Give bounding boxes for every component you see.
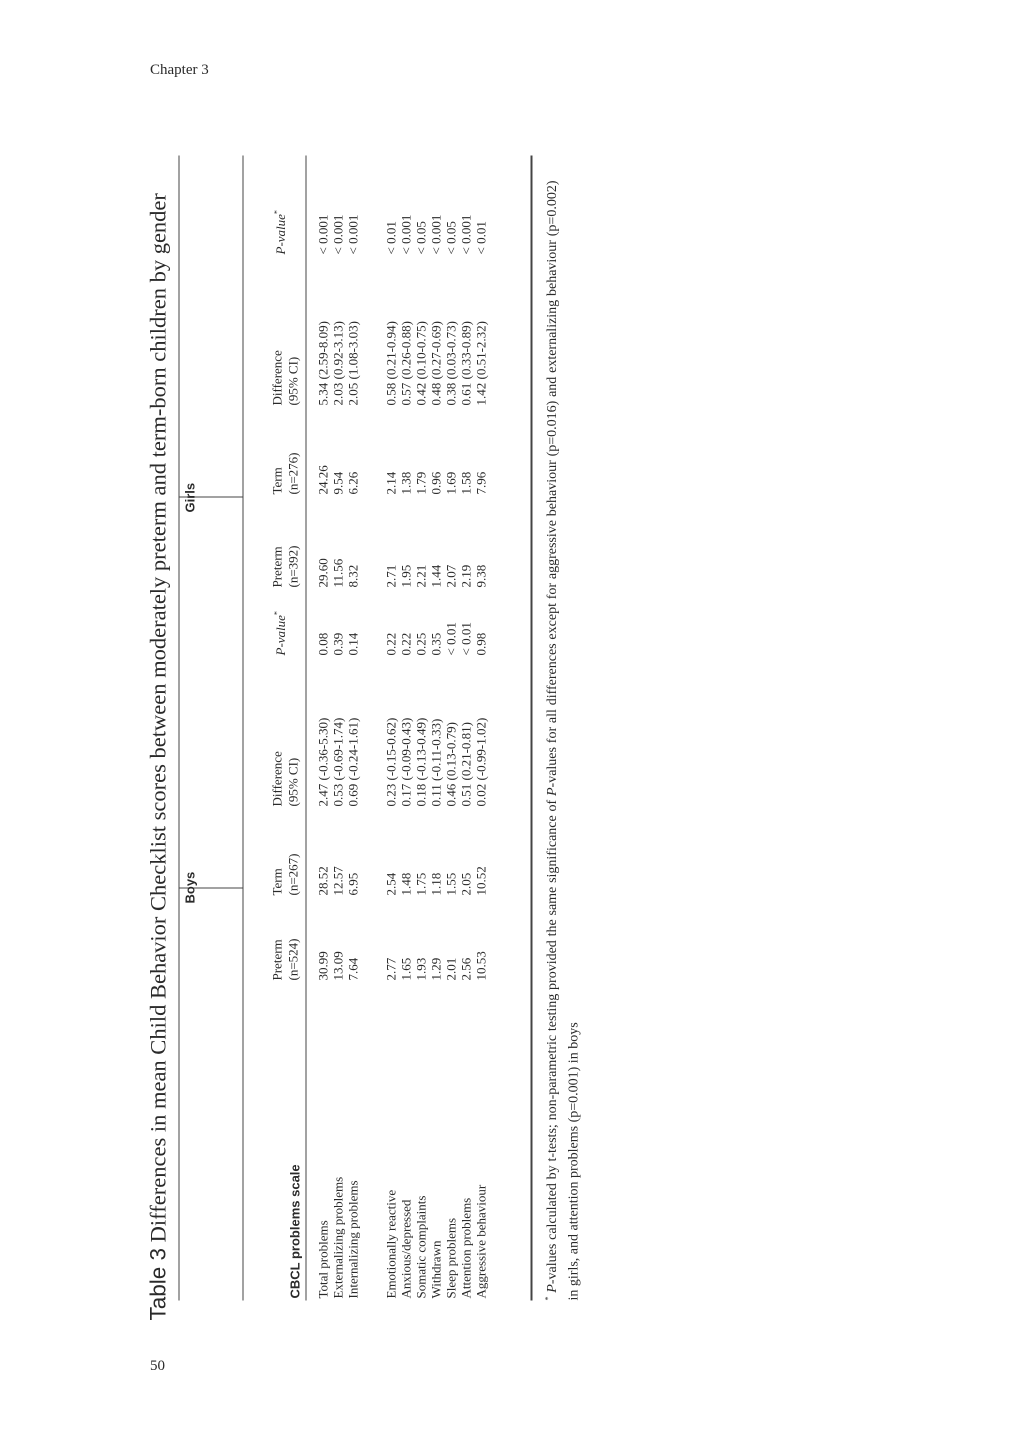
scale-cell: Sleep problems	[443, 1217, 458, 1299]
value-cell: 1.93	[413, 957, 428, 981]
value-cell: 0.35	[428, 632, 443, 656]
scale-cell: Externalizing problems	[330, 1176, 345, 1299]
bottom-rule	[530, 156, 532, 1301]
boys-group-header: Boys	[182, 871, 197, 904]
value-cell: 1.95	[398, 564, 413, 588]
value-cell: 2.05	[458, 872, 473, 896]
boys-preterm-header	[269, 939, 301, 981]
value-cell: 0.25	[413, 632, 428, 656]
value-cell: 13.09	[330, 951, 345, 981]
value-cell: 2.19	[458, 564, 473, 588]
footnote-text-part-1: -values calculated by t-tests; non-parametric testing provided the same significance of	[544, 796, 560, 1285]
value-cell: 30.99	[315, 951, 330, 981]
value-cell: 7.96	[473, 471, 488, 495]
value-cell: 0.51 (0.21-0.81)	[458, 722, 473, 807]
scale-cell: Somatic complaints	[413, 1195, 428, 1299]
girls-pvalue-header	[269, 210, 288, 254]
value-cell: 1.44	[428, 564, 443, 588]
scale-column-header: CBCL problems scale	[287, 1164, 302, 1299]
scale-cell: Internalizing problems	[345, 1180, 360, 1299]
table-caption	[145, 156, 171, 1321]
value-cell: < 0.05	[413, 221, 428, 255]
table-row	[428, 156, 443, 1321]
footnote-p-symbol: P	[544, 787, 560, 797]
value-cell: 0.96	[428, 471, 443, 495]
scale-cell: Total problems	[315, 1220, 330, 1299]
girls-pvalue-label: P-value	[272, 214, 288, 255]
table-footnote	[537, 181, 584, 1301]
girls-term-label: Term	[269, 467, 284, 495]
value-cell: 9.38	[473, 564, 488, 588]
value-cell: 0.98	[473, 632, 488, 656]
girls-term-header	[269, 453, 301, 495]
value-cell: 0.42 (0.10-0.75)	[413, 321, 428, 406]
girls-group-header: Girls	[182, 482, 197, 513]
value-cell: 0.46 (0.13-0.79)	[443, 722, 458, 807]
scale-cell: Anxious/depressed	[398, 1199, 413, 1299]
value-cell: 28.52	[315, 866, 330, 896]
value-cell: 0.02 (-0.99-1.02)	[473, 717, 488, 807]
value-cell: 2.71	[383, 564, 398, 588]
value-cell: 0.53 (-0.69-1.74)	[330, 717, 345, 807]
value-cell: 0.14	[345, 632, 360, 656]
scale-cell: Attention problems	[458, 1197, 473, 1299]
top-rule	[178, 156, 179, 1301]
scale-cell: Withdrawn	[428, 1240, 443, 1299]
value-cell: 2.14	[383, 471, 398, 495]
value-cell: 0.38 (0.03-0.73)	[443, 321, 458, 406]
boys-ci-label: (95% CI)	[285, 757, 300, 807]
group-rule	[242, 156, 243, 1301]
boys-difference-label: Difference	[269, 751, 284, 807]
value-cell: 2.54	[383, 872, 398, 896]
value-cell: < 0.01	[383, 221, 398, 255]
value-cell: 12.57	[330, 866, 345, 896]
value-cell: 9.54	[330, 471, 345, 495]
girls-difference-label: Difference	[269, 350, 284, 406]
girls-term-n: (n=276)	[285, 452, 300, 495]
table-row	[413, 156, 428, 1321]
girls-pvalue-mark: *	[272, 210, 281, 215]
value-cell: 24.26	[315, 465, 330, 495]
value-cell: 1.69	[443, 471, 458, 495]
value-cell: 0.57 (0.26-0.88)	[398, 321, 413, 406]
value-cell: < 0.01	[458, 622, 473, 656]
value-cell: 0.22	[383, 632, 398, 656]
boys-difference-header	[269, 751, 301, 806]
table-row	[473, 156, 488, 1321]
value-cell: 0.08	[315, 632, 330, 656]
girls-ci-label: (95% CI)	[285, 356, 300, 406]
value-cell: 0.23 (-0.15-0.62)	[383, 717, 398, 807]
footnote-p-symbol: P	[544, 1284, 560, 1293]
value-cell: 0.58 (0.21-0.94)	[383, 321, 398, 406]
value-cell: 0.22	[398, 632, 413, 656]
value-cell: 29.60	[315, 558, 330, 588]
value-cell: 1.79	[413, 471, 428, 495]
table-row	[383, 156, 398, 1321]
table-caption-label: Table 3	[145, 1247, 170, 1321]
table-row	[330, 156, 345, 1321]
running-head: Chapter 3	[150, 62, 209, 78]
girls-preterm-header	[269, 546, 301, 588]
table-row	[443, 156, 458, 1321]
value-cell: < 0.001	[330, 214, 345, 255]
value-cell: 2.77	[383, 957, 398, 981]
table-row	[315, 156, 330, 1321]
boys-preterm-label: Preterm	[269, 939, 284, 981]
value-cell: 11.56	[330, 558, 345, 588]
girls-preterm-label: Preterm	[269, 546, 284, 588]
value-cell: 2.47 (-0.36-5.30)	[315, 717, 330, 807]
value-cell: 1.75	[413, 872, 428, 896]
boys-preterm-n: (n=524)	[285, 938, 300, 981]
boys-pvalue-header	[269, 611, 288, 655]
value-cell: 2.21	[413, 564, 428, 588]
boys-pvalue-mark: *	[272, 611, 281, 616]
value-cell: 1.48	[398, 872, 413, 896]
table-body	[315, 156, 488, 1321]
footnote-text-part-2: -values for all differences except for aggressive behaviour (p=0.016) and externalizing behaviour (p=0.002) in girls, and attention problems (p=0.001) in boys	[544, 180, 581, 1301]
girls-preterm-n: (n=392)	[285, 545, 300, 588]
value-cell: 1.55	[443, 872, 458, 896]
value-cell: 0.61 (0.33-0.89)	[458, 321, 473, 406]
boys-term-header	[269, 854, 301, 896]
table-row	[458, 156, 473, 1321]
value-cell: 0.18 (-0.13-0.49)	[413, 717, 428, 807]
table-caption-text: Differences in mean Child Behavior Checklist scores between moderately preterm and term-born children by gender	[145, 193, 170, 1248]
value-cell: < 0.001	[345, 214, 360, 255]
value-cell: 1.58	[458, 471, 473, 495]
value-cell: 0.48 (0.27-0.69)	[428, 321, 443, 406]
value-cell: 7.64	[345, 957, 360, 981]
value-cell: 10.52	[473, 866, 488, 896]
value-cell: 1.29	[428, 957, 443, 981]
table-row	[398, 156, 413, 1321]
value-cell: < 0.001	[398, 214, 413, 255]
value-cell: < 0.001	[458, 214, 473, 255]
value-cell: 10.53	[473, 951, 488, 981]
scale-cell: Aggressive behaviour	[473, 1184, 488, 1299]
value-cell: < 0.01	[443, 622, 458, 656]
value-cell: 2.01	[443, 957, 458, 981]
value-cell: 1.65	[398, 957, 413, 981]
girls-difference-header	[269, 350, 301, 405]
value-cell: 8.32	[345, 564, 360, 588]
footnote-mark: *	[543, 1296, 552, 1301]
scale-cell: Emotionally reactive	[383, 1189, 398, 1299]
boys-term-n: (n=267)	[285, 853, 300, 896]
value-cell: 2.05 (1.08-3.03)	[345, 321, 360, 406]
value-cell: 0.17 (-0.09-0.43)	[398, 717, 413, 807]
boys-term-label: Term	[269, 868, 284, 896]
section-gap	[360, 156, 383, 1321]
value-cell: 1.42 (0.51-2.32)	[473, 321, 488, 406]
value-cell: 1.18	[428, 872, 443, 896]
value-cell: 2.07	[443, 564, 458, 588]
value-cell: 0.39	[330, 632, 345, 656]
boys-pvalue-label: P-value	[272, 615, 288, 656]
value-cell: 5.34 (2.59-8.09)	[315, 321, 330, 406]
value-cell: < 0.001	[428, 214, 443, 255]
value-cell: < 0.05	[443, 221, 458, 255]
header-rule	[305, 156, 306, 1301]
value-cell: 6.95	[345, 872, 360, 896]
page-number: 50	[150, 1358, 165, 1374]
value-cell: 2.03 (0.92-3.13)	[330, 321, 345, 406]
rotated-table-block	[145, 156, 595, 1321]
value-cell: 2.56	[458, 957, 473, 981]
value-cell: 0.69 (-0.24-1.61)	[345, 717, 360, 807]
value-cell: 1.38	[398, 471, 413, 495]
table-row	[345, 156, 360, 1321]
value-cell: < 0.01	[473, 221, 488, 255]
value-cell: < 0.001	[315, 214, 330, 255]
value-cell: 0.11 (-0.11-0.33)	[428, 718, 443, 807]
value-cell: 6.26	[345, 471, 360, 495]
